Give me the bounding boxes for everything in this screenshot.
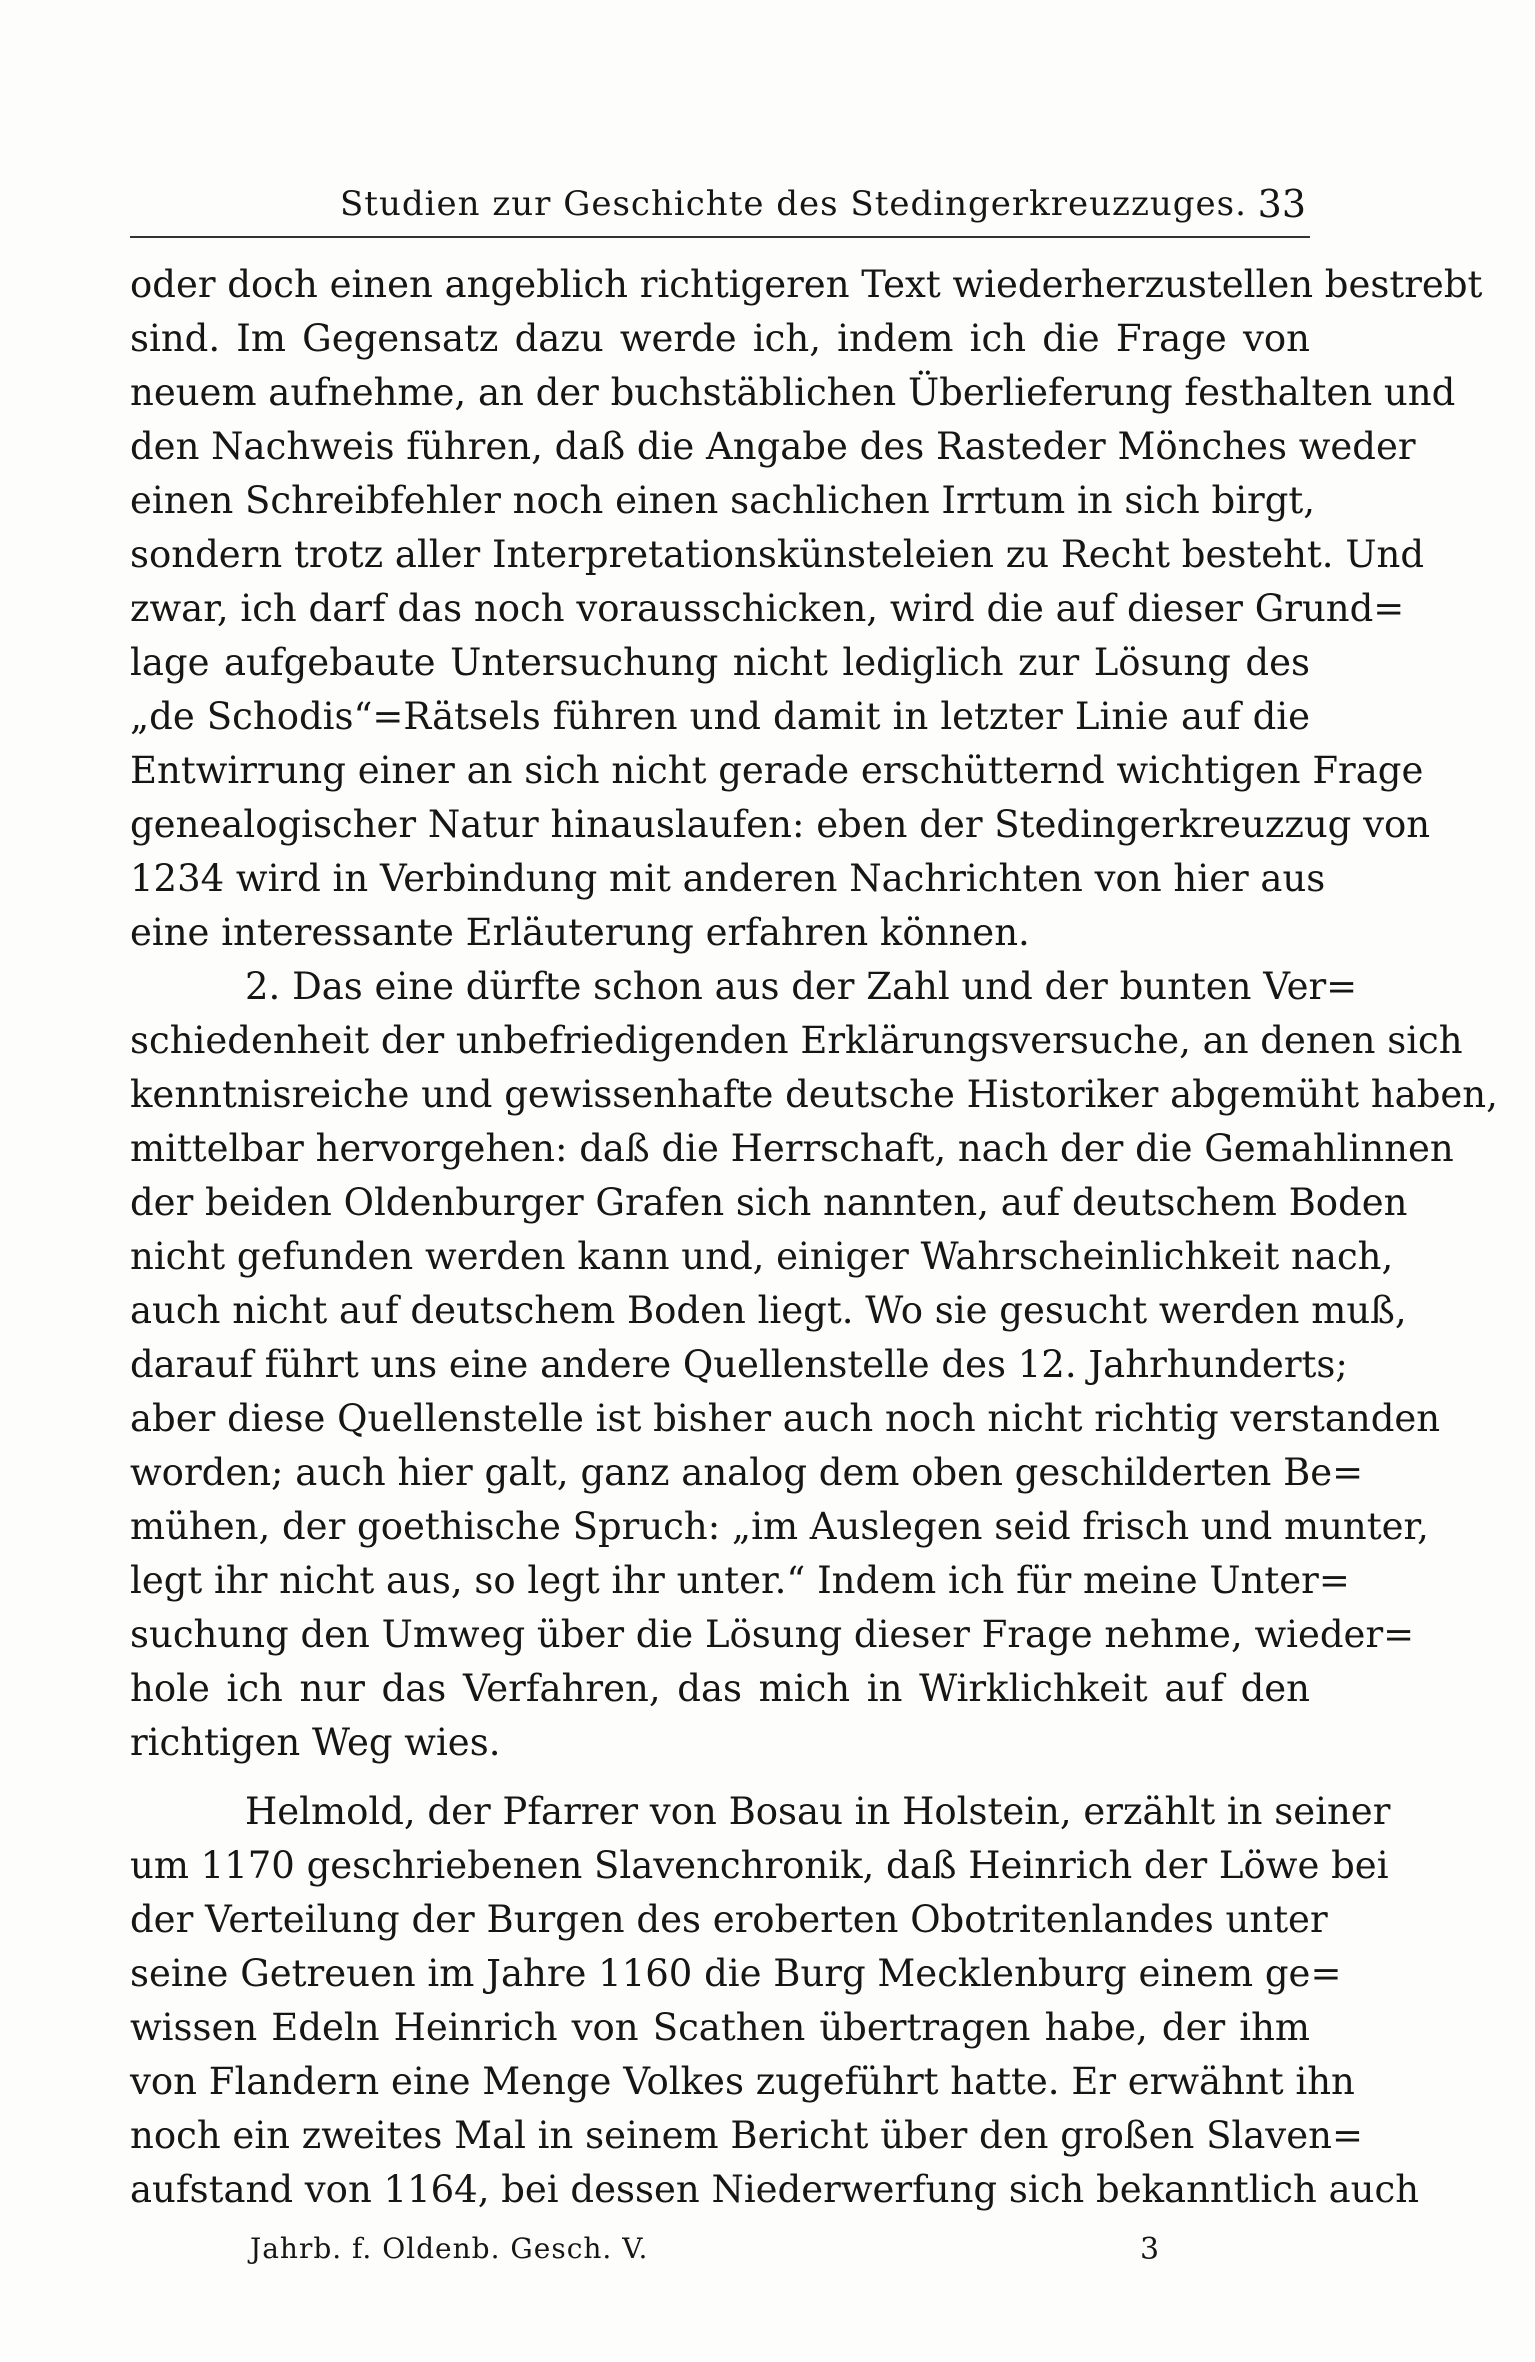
text-line: den Nachweis führen, daß die Angabe des Rasteder Mönches weder xyxy=(130,425,1416,468)
text-line: noch ein zweites Mal in seinem Bericht über den großen Slaven= xyxy=(130,2114,1363,2157)
text-line: 1234 wird in Verbindung mit anderen Nachrichten von hier aus xyxy=(130,857,1326,900)
page-number: 33 xyxy=(1257,182,1306,226)
text-line: hole ich nur das Verfahren, das mich in Wirklichkeit auf den xyxy=(130,1667,1310,1710)
text-line: Helmold, der Pfarrer von Bosau in Holstein, erzählt in seiner xyxy=(245,1790,1391,1833)
text-line: legt ihr nicht aus, so legt ihr unter.“ Indem ich für meine Unter= xyxy=(130,1559,1350,1602)
text-line: „de Schodis“=Rätsels führen und damit in letzter Linie auf die xyxy=(130,695,1310,738)
text-line: darauf führt uns eine andere Quellenstelle des 12. Jahrhunderts; xyxy=(130,1343,1348,1386)
text-line: um 1170 geschriebenen Slavenchronik, daß Heinrich der Löwe bei xyxy=(130,1844,1389,1887)
text-line: seine Getreuen im Jahre 1160 die Burg Mecklenburg einem ge= xyxy=(130,1952,1342,1995)
text-line: wissen Edeln Heinrich von Scathen übertragen habe, der ihm xyxy=(130,2006,1310,2049)
text-line: sind. Im Gegensatz dazu werde ich, indem ich die Frage von xyxy=(130,317,1310,360)
text-line: Entwirrung einer an sich nicht gerade erschütternd wichtigen Frage xyxy=(130,749,1424,792)
text-line: einen Schreibfehler noch einen sachlichen Irrtum in sich birgt, xyxy=(130,479,1316,522)
text-line: worden; auch hier galt, ganz analog dem oben geschilderten Be= xyxy=(130,1451,1364,1494)
text-line: mittelbar hervorgehen: daß die Herrschaft, nach der die Gemahlinnen xyxy=(130,1127,1454,1170)
text-line: aber diese Quellenstelle ist bisher auch noch nicht richtig verstanden xyxy=(130,1397,1441,1440)
page-header xyxy=(130,178,1310,238)
text-line: zwar, ich darf das noch vorausschicken, wird die auf dieser Grund= xyxy=(130,587,1405,630)
signature-number: 3 xyxy=(1140,2232,1160,2267)
header-rule xyxy=(130,236,1310,238)
page-footer xyxy=(130,2232,1310,2282)
text-line: richtigen Weg wies. xyxy=(130,1721,501,1764)
text-line: kenntnisreiche und gewissenhafte deutsche Historiker abgemüht haben, xyxy=(130,1073,1498,1116)
body-text xyxy=(130,260,1498,2211)
text-line: neuem aufnehme, an der buchstäblichen Überlieferung festhalten und xyxy=(130,371,1456,414)
text-line: genealogischer Natur hinauslaufen: eben der Stedingerkreuzzug von xyxy=(130,803,1431,846)
text-line: nicht gefunden werden kann und, einiger Wahrscheinlichkeit nach, xyxy=(130,1235,1394,1278)
text-line: sondern trotz aller Interpretationskünsteleien zu Recht besteht. Und xyxy=(130,533,1425,576)
text-line: mühen, der goethische Spruch: „im Auslegen seid frisch und munter, xyxy=(130,1505,1429,1548)
text-line: aufstand von 1164, bei dessen Niederwerfung sich bekanntlich auch xyxy=(130,2168,1420,2211)
text-line: schiedenheit der unbefriedigenden Erklärungsversuche, an denen sich xyxy=(130,1019,1463,1062)
text-line: lage aufgebaute Untersuchung nicht lediglich zur Lösung des xyxy=(130,641,1310,684)
text-line: eine interessante Erläuterung erfahren können. xyxy=(130,911,1030,954)
text-line: oder doch einen angeblich richtigeren Text wiederherzustellen bestrebt xyxy=(130,263,1483,306)
text-line: der beiden Oldenburger Grafen sich nannten, auf deutschem Boden xyxy=(130,1181,1408,1224)
text-line: der Verteilung der Burgen des eroberten Obotritenlandes unter xyxy=(130,1898,1328,1941)
text-line: suchung den Umweg über die Lösung dieser Frage nehme, wieder= xyxy=(130,1613,1415,1656)
text-line: auch nicht auf deutschem Boden liegt. Wo sie gesucht werden muß, xyxy=(130,1289,1407,1332)
running-title: Studien zur Geschichte des Stedingerkreuzzuges. xyxy=(340,184,1247,224)
bibliographic-signature: Jahrb. f. Oldenb. Gesch. V. xyxy=(250,2232,649,2265)
text-line: 2. Das eine dürfte schon aus der Zahl und der bunten Ver= xyxy=(245,965,1358,1008)
text-line: von Flandern eine Menge Volkes zugeführt hatte. Er erwähnt ihn xyxy=(130,2060,1355,2103)
